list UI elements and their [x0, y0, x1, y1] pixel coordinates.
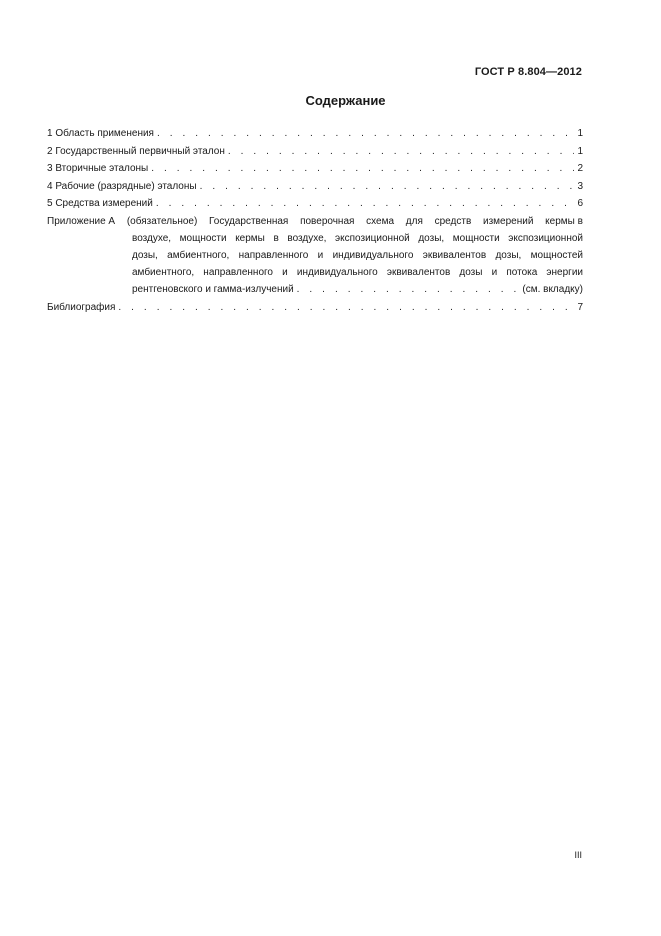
appendix-line: амбиентного, направленного и индивидуального эквивалентов дозы и потока энергии	[132, 266, 583, 278]
appendix-word: для	[405, 215, 423, 227]
toc-entry[interactable]	[47, 195, 583, 213]
appendix-line: воздухе, мощности кермы в воздухе, экспозиционной дозы, мощности экспозиционной	[132, 232, 583, 244]
appendix-line: дозы, амбиентного, направленного и индивидуального эквивалентов дозы, мощностей	[132, 249, 583, 261]
toc-entry-page: 2	[577, 163, 583, 174]
toc-entry[interactable]	[47, 178, 583, 196]
toc-entry-label: 1 Область применения	[47, 128, 154, 139]
toc-entry-page: 6	[577, 198, 583, 209]
toc-leader-dots	[118, 299, 574, 317]
toc-leader-dots	[151, 160, 574, 178]
appendix-word: Государственная	[209, 215, 289, 227]
appendix-word: Приложение А	[47, 215, 116, 227]
toc-title: Содержание	[305, 93, 386, 108]
toc-entry-label: 5 Средства измерений	[47, 198, 153, 209]
appendix-word: (обязательное)	[126, 215, 198, 227]
appendix-last-line	[132, 281, 583, 298]
appendix-continuation	[47, 230, 583, 298]
toc-entry-page: (см. вкладку)	[522, 283, 583, 295]
toc-entry[interactable]	[47, 125, 583, 143]
toc-entry-page: 1	[577, 145, 583, 157]
appendix-word: кермы в	[545, 215, 583, 227]
toc-entry[interactable]	[47, 160, 583, 178]
toc-entry-page: 3	[577, 180, 583, 192]
table-of-contents	[47, 125, 583, 316]
toc-entry-label: Библиография	[47, 301, 116, 313]
appendix-word: измерений	[483, 215, 534, 227]
toc-leader-dots	[297, 281, 520, 298]
toc-entry-page: 1	[577, 128, 583, 139]
toc-entry-bibliography[interactable]	[47, 299, 583, 317]
toc-leader-dots	[156, 195, 575, 213]
toc-entry-label: 2 Государственный первичный эталон	[47, 145, 225, 157]
page-number: III	[574, 850, 582, 860]
appendix-line: рентгеновского и гамма-излучений	[132, 283, 294, 295]
toc-appendix-entry[interactable]	[47, 213, 583, 298]
appendix-word: средств	[434, 215, 472, 227]
toc-entry[interactable]	[47, 143, 583, 161]
appendix-word: поверочная	[300, 215, 355, 227]
toc-leader-dots	[157, 125, 574, 143]
toc-leader-dots	[200, 178, 575, 196]
appendix-first-line	[47, 213, 583, 230]
toc-leader-dots	[228, 143, 575, 161]
appendix-word: схема	[366, 215, 395, 227]
toc-entry-page: 7	[577, 301, 583, 313]
toc-entry-label: 3 Вторичные эталоны	[47, 163, 149, 174]
standard-code: ГОСТ Р 8.804—2012	[474, 66, 582, 78]
toc-entry-label: 4 Рабочие (разрядные) эталоны	[47, 180, 197, 192]
